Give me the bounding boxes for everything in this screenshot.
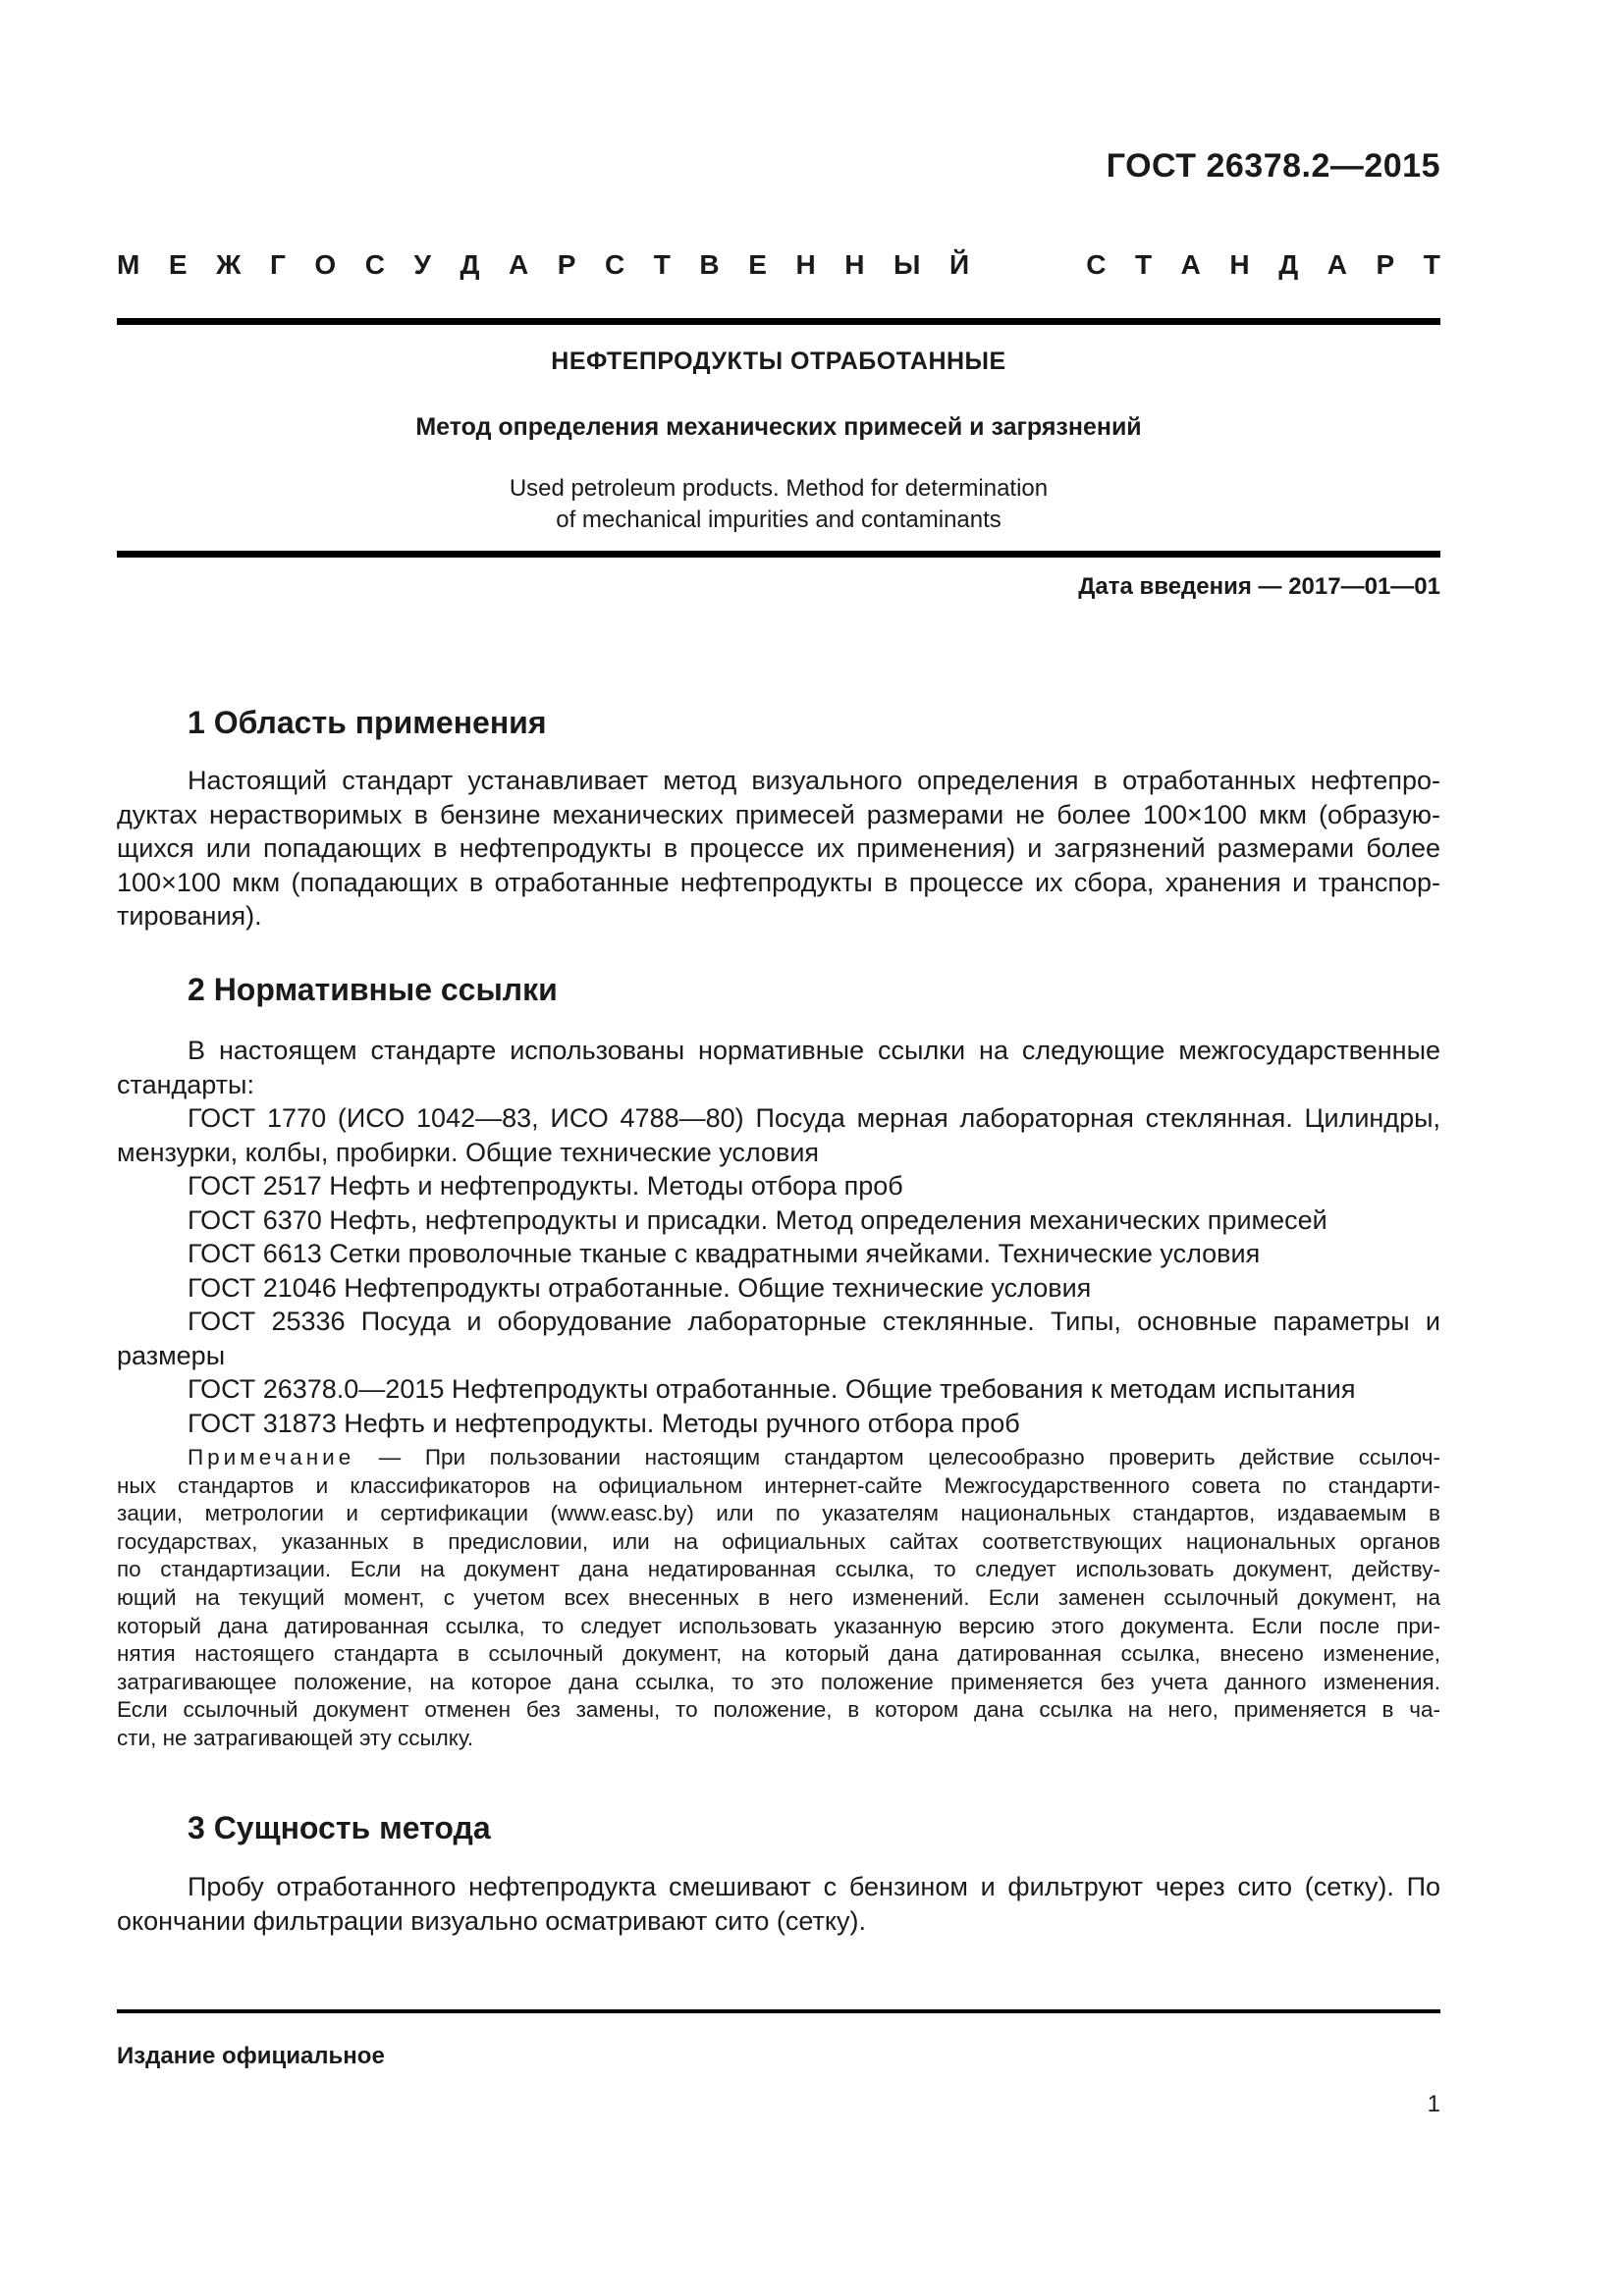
type-letter: М (117, 249, 140, 280)
reference-line: ГОСТ 21046 Нефтепродукты отработанные. Общие технические условия (188, 1272, 1092, 1303)
section-heading: 2 Нормативные ссылки (188, 972, 558, 1007)
paragraph-line: Настоящий стандарт устанавливает метод визуального определения в отработанных нефтепро- (188, 766, 1440, 795)
note-paragraph (117, 1444, 1440, 1753)
type-letter: С (1086, 249, 1107, 280)
type-letter: Д (1278, 249, 1299, 280)
type-letter: Д (460, 249, 480, 280)
reference-line: ГОСТ 25336 Посуда и оборудование лабораторные стеклянные. Типы, основные параметры и (188, 1307, 1440, 1336)
paragraph-line: дуктах нерастворимых в бензине механических примесей размерами не более 100×100 мкм (образую- (117, 799, 1440, 829)
type-letter: А (508, 249, 529, 280)
standard-type-line (117, 249, 1440, 281)
note-line: нятия настоящего стандарта в ссылочный документ, на который дана датированная ссылка, внесено изменение, (117, 1641, 1440, 1667)
reference-line: ГОСТ 31873 Нефть и нефтепродукты. Методы ручного отбора проб (188, 1408, 1020, 1438)
type-letter: У (413, 249, 431, 280)
edition-label: Издание официальное (117, 2043, 385, 2069)
paragraph-line: стандарты: (117, 1069, 254, 1099)
note-line: сти, не затрагивающей эту ссылку. (117, 1725, 474, 1750)
paragraph-line: окончании фильтрации визуально осматривают сито (сетку). (117, 1905, 867, 1936)
type-letter: Ж (216, 249, 242, 280)
type-letter: Е (168, 249, 188, 280)
type-letter: Т (1423, 249, 1440, 280)
paragraph-line: тирования). (117, 901, 262, 931)
type-letter: Н (844, 249, 865, 280)
note-text: — При пользовании настоящим стандартом целесообразно проверить действие ссылоч- (354, 1445, 1440, 1469)
note-line: Если ссылочный документ отменен без замены, то положение, в котором дана ссылка на него, применяется в ча- (117, 1697, 1440, 1723)
type-letter: А (1326, 249, 1347, 280)
reference-line: ГОСТ 26378.0—2015 Нефтепродукты отработанные. Общие требования к методам испытания (188, 1374, 1356, 1404)
english-title (117, 473, 1440, 536)
section-paragraph (117, 764, 1440, 934)
reference-line: размеры (117, 1340, 226, 1370)
reference-line: ГОСТ 6613 Сетки проволочные тканые с квадратными ячейками. Технические условия (188, 1239, 1261, 1268)
header-rule (117, 318, 1440, 325)
type-letter: Р (557, 249, 576, 280)
note-line: который дана датированная ссылка, то следует использовать указанную версию этого документа. Если после при- (117, 1613, 1440, 1638)
type-letter: В (699, 249, 720, 280)
paragraph-line: 100×100 мкм (попадающих в отработанные нефтепродукты в процессе их сбора, хранения и транспор- (117, 867, 1440, 897)
section-heading: 3 Сущность метода (188, 1810, 491, 1845)
paragraph-line: В настоящем стандарте использованы нормативные ссылки на следующие межгосударственные (188, 1036, 1440, 1065)
type-letter: Ы (893, 249, 921, 280)
note-line: государствах, указанных в предисловии, или на официальных сайтах соответствующих национальных органов (117, 1528, 1440, 1554)
page-number: 1 (1427, 2091, 1440, 2117)
type-letter: Р (1376, 249, 1395, 280)
section-heading: 1 Область применения (188, 705, 547, 740)
type-letter: Н (1229, 249, 1250, 280)
note-line: зации, метрологии и сертификации (www.easc.by) или по указателям национальных стандартов, издаваемым в (117, 1501, 1440, 1526)
note-line: ных стандартов и классификаторов на официальном интернет-сайте Межгосударственного совета по стандарти- (117, 1472, 1440, 1498)
type-letter: Т (1134, 249, 1153, 280)
introduction-date: Дата введения — 2017—01—01 (1078, 573, 1440, 600)
section-paragraph (117, 1034, 1440, 1440)
section-paragraph (117, 1870, 1440, 1938)
footer-rule (117, 2009, 1440, 2013)
title-rule (117, 551, 1440, 558)
note-label: Примечание (188, 1445, 355, 1469)
note-line (117, 1444, 1440, 1472)
document-subtitle: Метод определения механических примесей и загрязнений (415, 413, 1142, 441)
english-title-line: Used petroleum products. Method for determination (509, 475, 1049, 502)
paragraph-line: Пробу отработанного нефтепродукта смешивают с бензином и фильтруют через сито (сетку). По (188, 1872, 1440, 1901)
type-letter: Е (748, 249, 767, 280)
paragraph-line: щихся или попадающих в нефтепродукты в процессе их применения) и загрязнений размерами более (117, 833, 1440, 863)
type-word-gap (999, 249, 1057, 281)
type-letter: А (1180, 249, 1201, 280)
english-title-line: of mechanical impurities and contaminants (556, 507, 1001, 533)
type-letter: Н (795, 249, 816, 280)
document-code: ГОСТ 26378.2—2015 (1106, 147, 1440, 185)
reference-line: мензурки, колбы, пробирки. Общие технические условия (117, 1137, 820, 1167)
type-letter: Т (653, 249, 671, 280)
document-title: НЕФТЕПРОДУКТЫ ОТРАБОТАННЫЕ (551, 347, 1006, 375)
note-line: затрагивающее положение, на которое дана ссылка, то это положение применяется без учета данного изменения. (117, 1669, 1440, 1694)
note-line: ющий на текущий момент, с учетом всех внесенных в него изменений. Если заменен ссылочный документ, на (117, 1584, 1440, 1610)
reference-line: ГОСТ 1770 (ИСО 1042—83, ИСО 4788—80) Посуда мерная лабораторная стеклянная. Цилиндры, (188, 1103, 1440, 1133)
type-letter: Г (269, 249, 286, 280)
note-line: по стандартизации. Если на документ дана недатированная ссылка, то следует использовать документ, действу- (117, 1557, 1440, 1582)
type-letter: С (604, 249, 625, 280)
reference-line: ГОСТ 6370 Нефть, нефтепродукты и присадки. Метод определения механических примесей (188, 1204, 1327, 1235)
type-letter: Й (948, 249, 970, 280)
type-letter: С (364, 249, 385, 280)
type-letter: О (314, 249, 337, 280)
reference-line: ГОСТ 2517 Нефть и нефтепродукты. Методы отбора проб (188, 1171, 903, 1201)
